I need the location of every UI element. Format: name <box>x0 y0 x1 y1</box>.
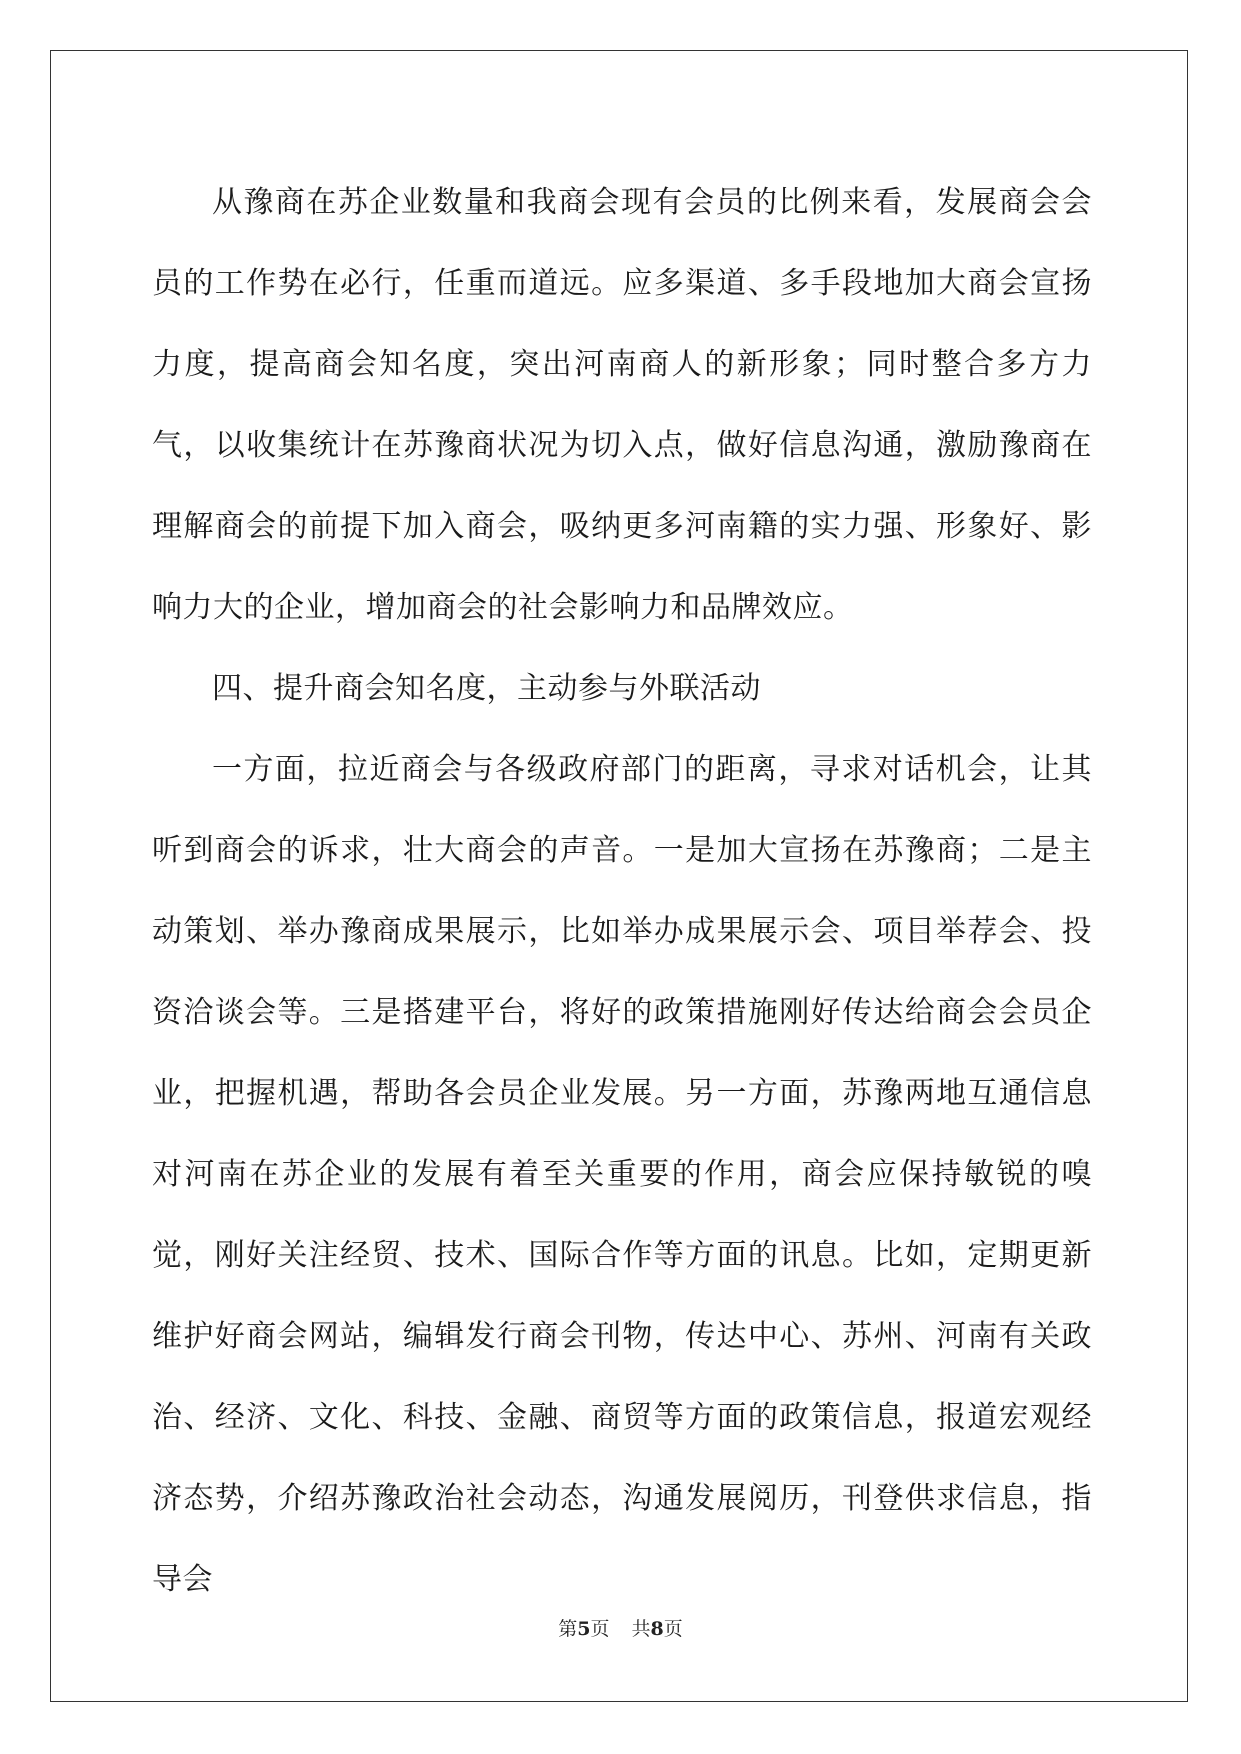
paragraph-member-development: 从豫商在苏企业数量和我商会现有会员的比例来看，发展商会会员的工作势在必行，任重而道远。应多渠道、多手段地加大商会宣扬力度，提高商会知名度，突出河南商人的新形象；同时整合多方力气，以收集统计在苏豫商状况为切入点，做好信息沟通，激励豫商在理解商会的前提下加入商会，吸纳更多河南籍的实力强、形象好、影响力大的企业，增加商会的社会影响力和品牌效应。 <box>152 185 1092 625</box>
page-footer <box>0 1614 1241 1641</box>
section-heading-four: 四、提升商会知名度，主动参与外联活动 <box>212 671 761 706</box>
page-suffix: 页 <box>590 1618 610 1640</box>
page-prefix: 第 <box>558 1618 578 1640</box>
total-pages: 8 <box>650 1618 664 1640</box>
page-number: 5 <box>577 1618 591 1640</box>
total-prefix: 共 <box>631 1618 651 1640</box>
total-suffix: 页 <box>663 1618 683 1640</box>
paragraph-external-activities: 一方面，拉近商会与各级政府部门的距离，寻求对话机会，让其听到商会的诉求，壮大商会的声音。一是加大宣扬在苏豫商；二是主动策划、举办豫商成果展示，比如举办成果展示会、项目举荐会、投资洽谈会等。三是搭建平台，将好的政策措施刚好传达给商会会员企业，把握机遇，帮助各会员企业发展。另一方面，苏豫两地互通信息对河南在苏企业的发展有着至关重要的作用，商会应保持敏锐的嗅觉，刚好关注经贸、技术、国际合作等方面的讯息。比如，定期更新维护好商会网站，编辑发行商会刊物，传达中心、苏州、河南有关政治、经济、文化、科技、金融、商贸等方面的政策信息，报道宏观经济态势，介绍苏豫政治社会动态，沟通发展阅历，刊登供求信息，指导会 <box>152 752 1092 1597</box>
document-body <box>152 162 1092 1620</box>
